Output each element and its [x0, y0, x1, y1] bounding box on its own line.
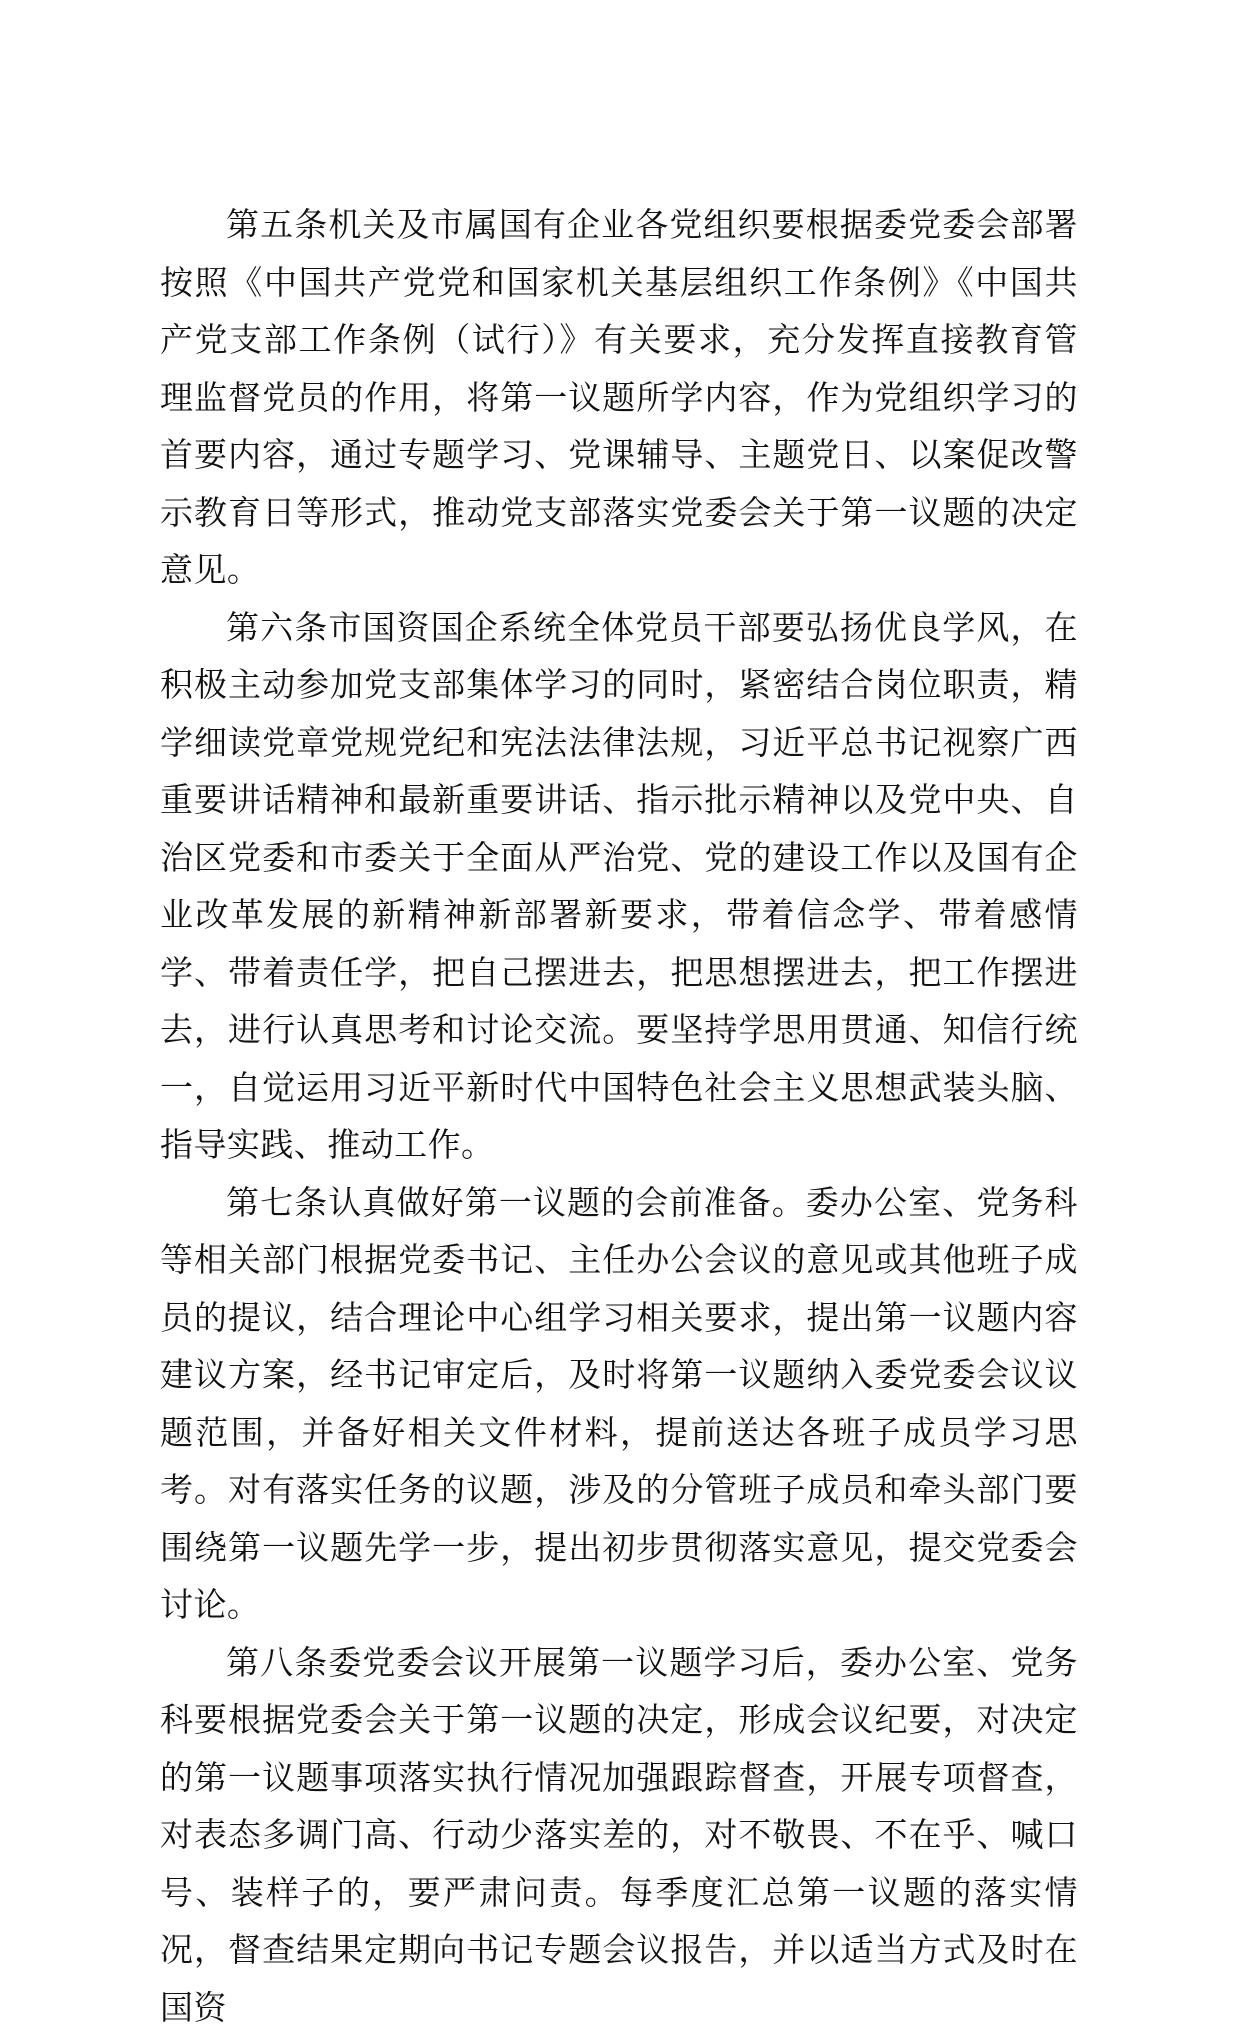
- article-8-paragraph: 第八条委党委会议开展第一议题学习后，委办公室、党务科要根据党委会关于第一议题的决定，形成会议纪要，对决定的第一议题事项落实执行情况加强跟踪督查，开展专项督查，对表态多调门高、行动少落实差的，对不敬畏、不在乎、喊口号、装样子的，要严肃问责。每季度汇总第一议题的落实情况，督查结果定期向书记专题会议报告，并以适当方式及时在国资: [160, 1634, 1078, 2036]
- document-body: [160, 196, 1078, 2036]
- article-7-paragraph: 第七条认真做好第一议题的会前准备。委办公室、党务科等相关部门根据党委书记、主任办公会议的意见或其他班子成员的提议，结合理论中心组学习相关要求，提出第一议题内容建议方案，经书记审定后，及时将第一议题纳入委党委会议议题范围，并备好相关文件材料，提前送达各班子成员学习思考。对有落实任务的议题，涉及的分管班子成员和牵头部门要围绕第一议题先学一步，提出初步贯彻落实意见，提交党委会讨论。: [160, 1174, 1078, 1634]
- article-5-paragraph: 第五条机关及市属国有企业各党组织要根据委党委会部署按照《中国共产党党和国家机关基层组织工作条例》《中国共产党支部工作条例（试行）》有关要求，充分发挥直接教育管理监督党员的作用，将第一议题所学内容，作为党组织学习的首要内容，通过专题学习、党课辅导、主题党日、以案促改警示教育日等形式，推动党支部落实党委会关于第一议题的决定意见。: [160, 196, 1078, 599]
- article-6-paragraph: 第六条市国资国企系统全体党员干部要弘扬优良学风，在积极主动参加党支部集体学习的同时，紧密结合岗位职责，精学细读党章党规党纪和宪法法律法规，习近平总书记视察广西重要讲话精神和最新重要讲话、指示批示精神以及党中央、自治区党委和市委关于全面从严治党、党的建设工作以及国有企业改革发展的新精神新部署新要求，带着信念学、带着感情学、带着责任学，把自己摆进去，把思想摆进去，把工作摆进去，进行认真思考和讨论交流。要坚持学思用贯通、知信行统一，自觉运用习近平新时代中国特色社会主义思想武装头脑、指导实践、推动工作。: [160, 599, 1078, 1174]
